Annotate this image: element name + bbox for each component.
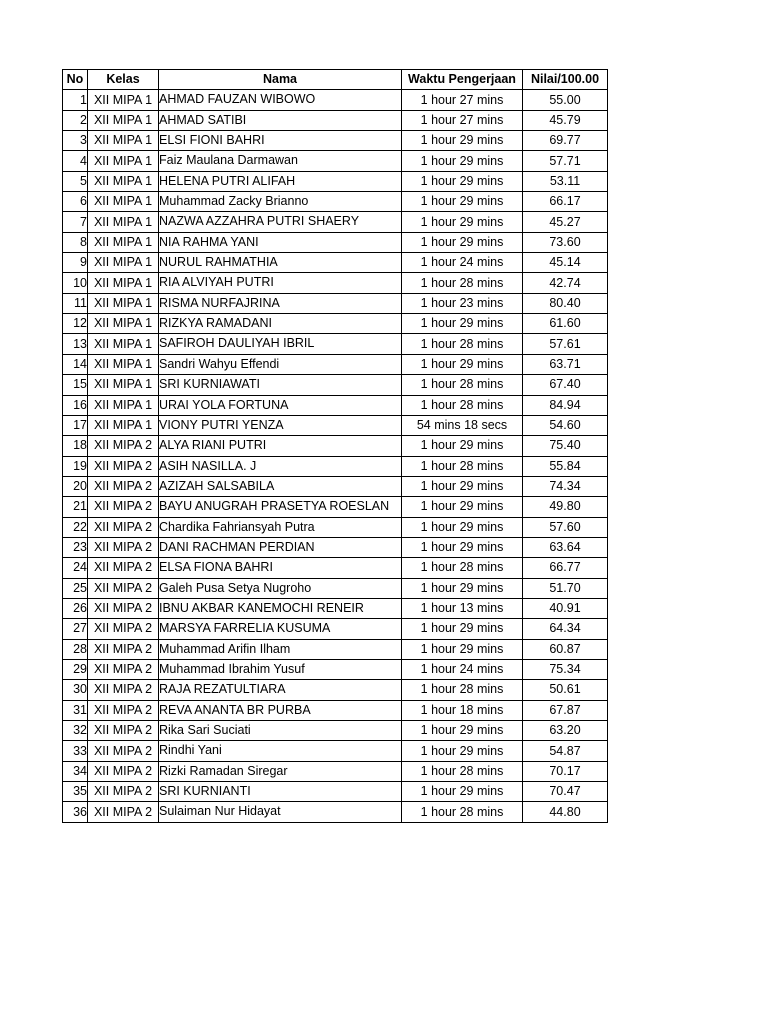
class-cell: XII MIPA 1 bbox=[88, 90, 159, 110]
class-cell: XII MIPA 1 bbox=[88, 110, 159, 130]
name-cell: DANI RACHMAN PERDIAN bbox=[159, 537, 402, 557]
duration-cell: 1 hour 29 mins bbox=[402, 192, 523, 212]
row-number: 32 bbox=[63, 721, 88, 741]
row-number: 36 bbox=[63, 802, 88, 822]
table-row bbox=[63, 436, 608, 456]
name-cell: Muhammad Zacky Brianno bbox=[159, 192, 402, 212]
table-row bbox=[63, 476, 608, 496]
table-row bbox=[63, 659, 608, 679]
row-number: 13 bbox=[63, 334, 88, 354]
table-row bbox=[63, 293, 608, 313]
header-waktu: Waktu Pengerjaan bbox=[402, 70, 523, 90]
row-number: 25 bbox=[63, 578, 88, 598]
class-cell: XII MIPA 2 bbox=[88, 619, 159, 639]
score-cell: 55.84 bbox=[523, 456, 608, 476]
table-row bbox=[63, 192, 608, 212]
row-number: 6 bbox=[63, 192, 88, 212]
class-cell: XII MIPA 1 bbox=[88, 151, 159, 171]
table-row bbox=[63, 395, 608, 415]
score-cell: 70.47 bbox=[523, 782, 608, 802]
table-row bbox=[63, 456, 608, 476]
row-number: 22 bbox=[63, 517, 88, 537]
row-number: 18 bbox=[63, 436, 88, 456]
table-body bbox=[63, 90, 608, 822]
score-cell: 45.14 bbox=[523, 253, 608, 273]
row-number: 4 bbox=[63, 151, 88, 171]
duration-cell: 1 hour 28 mins bbox=[402, 375, 523, 395]
score-cell: 80.40 bbox=[523, 293, 608, 313]
table-row bbox=[63, 517, 608, 537]
score-cell: 66.17 bbox=[523, 192, 608, 212]
duration-cell: 1 hour 29 mins bbox=[402, 151, 523, 171]
class-cell: XII MIPA 1 bbox=[88, 171, 159, 191]
class-cell: XII MIPA 1 bbox=[88, 334, 159, 354]
row-number: 10 bbox=[63, 273, 88, 293]
table-row bbox=[63, 537, 608, 557]
row-number: 2 bbox=[63, 110, 88, 130]
score-cell: 54.87 bbox=[523, 741, 608, 761]
row-number: 9 bbox=[63, 253, 88, 273]
name-cell: NIA RAHMA YANI bbox=[159, 232, 402, 252]
duration-cell: 1 hour 29 mins bbox=[402, 517, 523, 537]
duration-cell: 1 hour 29 mins bbox=[402, 578, 523, 598]
duration-cell: 1 hour 28 mins bbox=[402, 761, 523, 781]
score-cell: 45.79 bbox=[523, 110, 608, 130]
class-cell: XII MIPA 1 bbox=[88, 232, 159, 252]
table-row bbox=[63, 212, 608, 232]
row-number: 14 bbox=[63, 354, 88, 374]
name-cell: ELSI FIONI BAHRI bbox=[159, 131, 402, 151]
class-cell: XII MIPA 2 bbox=[88, 761, 159, 781]
score-cell: 51.70 bbox=[523, 578, 608, 598]
row-number: 20 bbox=[63, 476, 88, 496]
duration-cell: 1 hour 27 mins bbox=[402, 90, 523, 110]
name-cell: ELSA FIONA BAHRI bbox=[159, 558, 402, 578]
duration-cell: 1 hour 29 mins bbox=[402, 741, 523, 761]
score-cell: 57.60 bbox=[523, 517, 608, 537]
name-cell: BAYU ANUGRAH PRASETYA ROESLAN bbox=[159, 497, 402, 517]
row-number: 31 bbox=[63, 700, 88, 720]
table-row bbox=[63, 619, 608, 639]
row-number: 12 bbox=[63, 314, 88, 334]
duration-cell: 1 hour 28 mins bbox=[402, 802, 523, 822]
duration-cell: 1 hour 29 mins bbox=[402, 232, 523, 252]
score-cell: 60.87 bbox=[523, 639, 608, 659]
duration-cell: 1 hour 24 mins bbox=[402, 253, 523, 273]
duration-cell: 1 hour 29 mins bbox=[402, 476, 523, 496]
name-cell: SRI KURNIAWATI bbox=[159, 375, 402, 395]
duration-cell: 1 hour 18 mins bbox=[402, 700, 523, 720]
header-row bbox=[63, 70, 608, 90]
table-row bbox=[63, 273, 608, 293]
class-cell: XII MIPA 2 bbox=[88, 578, 159, 598]
table-row bbox=[63, 578, 608, 598]
class-cell: XII MIPA 2 bbox=[88, 517, 159, 537]
table-row bbox=[63, 253, 608, 273]
name-cell: Sandri Wahyu Effendi bbox=[159, 354, 402, 374]
score-cell: 64.34 bbox=[523, 619, 608, 639]
score-cell: 73.60 bbox=[523, 232, 608, 252]
class-cell: XII MIPA 2 bbox=[88, 436, 159, 456]
table-row bbox=[63, 598, 608, 618]
table-row bbox=[63, 639, 608, 659]
table-row bbox=[63, 334, 608, 354]
row-number: 16 bbox=[63, 395, 88, 415]
row-number: 5 bbox=[63, 171, 88, 191]
table-row bbox=[63, 314, 608, 334]
score-cell: 42.74 bbox=[523, 273, 608, 293]
row-number: 17 bbox=[63, 415, 88, 435]
row-number: 29 bbox=[63, 659, 88, 679]
table-row bbox=[63, 131, 608, 151]
score-cell: 61.60 bbox=[523, 314, 608, 334]
score-cell: 66.77 bbox=[523, 558, 608, 578]
score-cell: 63.20 bbox=[523, 721, 608, 741]
duration-cell: 1 hour 29 mins bbox=[402, 354, 523, 374]
class-cell: XII MIPA 1 bbox=[88, 415, 159, 435]
header-no: No bbox=[63, 70, 88, 90]
class-cell: XII MIPA 1 bbox=[88, 192, 159, 212]
duration-cell: 1 hour 28 mins bbox=[402, 456, 523, 476]
name-cell: AZIZAH SALSABILA bbox=[159, 476, 402, 496]
name-cell: VIONY PUTRI YENZA bbox=[159, 415, 402, 435]
row-number: 11 bbox=[63, 293, 88, 313]
table-row bbox=[63, 151, 608, 171]
row-number: 21 bbox=[63, 497, 88, 517]
score-cell: 57.71 bbox=[523, 151, 608, 171]
class-cell: XII MIPA 2 bbox=[88, 659, 159, 679]
table-row bbox=[63, 680, 608, 700]
score-cell: 69.77 bbox=[523, 131, 608, 151]
name-cell: Muhammad Ibrahim Yusuf bbox=[159, 659, 402, 679]
duration-cell: 1 hour 28 mins bbox=[402, 558, 523, 578]
score-table bbox=[62, 69, 608, 823]
score-cell: 50.61 bbox=[523, 680, 608, 700]
class-cell: XII MIPA 2 bbox=[88, 537, 159, 557]
score-cell: 49.80 bbox=[523, 497, 608, 517]
table-row bbox=[63, 171, 608, 191]
table-row bbox=[63, 415, 608, 435]
row-number: 26 bbox=[63, 598, 88, 618]
class-cell: XII MIPA 2 bbox=[88, 700, 159, 720]
header-nama: Nama bbox=[159, 70, 402, 90]
name-cell: Sulaiman Nur Hidayat bbox=[159, 802, 402, 822]
duration-cell: 54 mins 18 secs bbox=[402, 415, 523, 435]
name-cell: AHMAD FAUZAN WIBOWO bbox=[159, 90, 402, 110]
class-cell: XII MIPA 1 bbox=[88, 293, 159, 313]
table-row bbox=[63, 90, 608, 110]
name-cell: IBNU AKBAR KANEMOCHI RENEIR bbox=[159, 598, 402, 618]
duration-cell: 1 hour 24 mins bbox=[402, 659, 523, 679]
class-cell: XII MIPA 2 bbox=[88, 639, 159, 659]
duration-cell: 1 hour 13 mins bbox=[402, 598, 523, 618]
row-number: 24 bbox=[63, 558, 88, 578]
row-number: 23 bbox=[63, 537, 88, 557]
row-number: 3 bbox=[63, 131, 88, 151]
duration-cell: 1 hour 23 mins bbox=[402, 293, 523, 313]
name-cell: Rika Sari Suciati bbox=[159, 721, 402, 741]
name-cell: RISMA NURFAJRINA bbox=[159, 293, 402, 313]
row-number: 35 bbox=[63, 782, 88, 802]
table-row bbox=[63, 110, 608, 130]
score-cell: 74.34 bbox=[523, 476, 608, 496]
name-cell: Rizki Ramadan Siregar bbox=[159, 761, 402, 781]
table-row bbox=[63, 375, 608, 395]
name-cell: Chardika Fahriansyah Putra bbox=[159, 517, 402, 537]
score-cell: 63.64 bbox=[523, 537, 608, 557]
class-cell: XII MIPA 2 bbox=[88, 497, 159, 517]
score-cell: 45.27 bbox=[523, 212, 608, 232]
duration-cell: 1 hour 29 mins bbox=[402, 639, 523, 659]
duration-cell: 1 hour 29 mins bbox=[402, 782, 523, 802]
table-row bbox=[63, 802, 608, 822]
table-row bbox=[63, 497, 608, 517]
class-cell: XII MIPA 2 bbox=[88, 802, 159, 822]
class-cell: XII MIPA 2 bbox=[88, 782, 159, 802]
header-nilai: Nilai/100.00 bbox=[523, 70, 608, 90]
row-number: 19 bbox=[63, 456, 88, 476]
name-cell: Muhammad Arifin Ilham bbox=[159, 639, 402, 659]
score-cell: 84.94 bbox=[523, 395, 608, 415]
duration-cell: 1 hour 28 mins bbox=[402, 680, 523, 700]
score-cell: 75.34 bbox=[523, 659, 608, 679]
duration-cell: 1 hour 29 mins bbox=[402, 314, 523, 334]
class-cell: XII MIPA 1 bbox=[88, 375, 159, 395]
class-cell: XII MIPA 2 bbox=[88, 456, 159, 476]
score-cell: 53.11 bbox=[523, 171, 608, 191]
score-cell: 54.60 bbox=[523, 415, 608, 435]
table-row bbox=[63, 782, 608, 802]
class-cell: XII MIPA 1 bbox=[88, 395, 159, 415]
name-cell: NAZWA AZZAHRA PUTRI SHAERY bbox=[159, 212, 402, 232]
duration-cell: 1 hour 29 mins bbox=[402, 212, 523, 232]
name-cell: Galeh Pusa Setya Nugroho bbox=[159, 578, 402, 598]
class-cell: XII MIPA 1 bbox=[88, 273, 159, 293]
score-cell: 67.40 bbox=[523, 375, 608, 395]
score-cell: 67.87 bbox=[523, 700, 608, 720]
class-cell: XII MIPA 1 bbox=[88, 212, 159, 232]
name-cell: ALYA RIANI PUTRI bbox=[159, 436, 402, 456]
table-row bbox=[63, 232, 608, 252]
score-cell: 55.00 bbox=[523, 90, 608, 110]
duration-cell: 1 hour 27 mins bbox=[402, 110, 523, 130]
duration-cell: 1 hour 29 mins bbox=[402, 436, 523, 456]
class-cell: XII MIPA 2 bbox=[88, 721, 159, 741]
row-number: 33 bbox=[63, 741, 88, 761]
class-cell: XII MIPA 2 bbox=[88, 476, 159, 496]
table-row bbox=[63, 558, 608, 578]
score-cell: 63.71 bbox=[523, 354, 608, 374]
name-cell: AHMAD SATIBI bbox=[159, 110, 402, 130]
class-cell: XII MIPA 1 bbox=[88, 253, 159, 273]
name-cell: Rindhi Yani bbox=[159, 741, 402, 761]
class-cell: XII MIPA 2 bbox=[88, 680, 159, 700]
name-cell: SAFIROH DAULIYAH IBRIL bbox=[159, 334, 402, 354]
score-cell: 57.61 bbox=[523, 334, 608, 354]
duration-cell: 1 hour 29 mins bbox=[402, 131, 523, 151]
table-row bbox=[63, 761, 608, 781]
row-number: 7 bbox=[63, 212, 88, 232]
row-number: 8 bbox=[63, 232, 88, 252]
row-number: 27 bbox=[63, 619, 88, 639]
class-cell: XII MIPA 2 bbox=[88, 741, 159, 761]
name-cell: RAJA REZATULTIARA bbox=[159, 680, 402, 700]
table-row bbox=[63, 741, 608, 761]
table-row bbox=[63, 700, 608, 720]
name-cell: ASIH NASILLA. J bbox=[159, 456, 402, 476]
table-row bbox=[63, 721, 608, 741]
class-cell: XII MIPA 2 bbox=[88, 558, 159, 578]
class-cell: XII MIPA 1 bbox=[88, 354, 159, 374]
name-cell: NURUL RAHMATHIA bbox=[159, 253, 402, 273]
name-cell: HELENA PUTRI ALIFAH bbox=[159, 171, 402, 191]
class-cell: XII MIPA 1 bbox=[88, 131, 159, 151]
duration-cell: 1 hour 29 mins bbox=[402, 721, 523, 741]
name-cell: RIZKYA RAMADANI bbox=[159, 314, 402, 334]
class-cell: XII MIPA 1 bbox=[88, 314, 159, 334]
duration-cell: 1 hour 29 mins bbox=[402, 537, 523, 557]
duration-cell: 1 hour 28 mins bbox=[402, 395, 523, 415]
name-cell: Faiz Maulana Darmawan bbox=[159, 151, 402, 171]
row-number: 15 bbox=[63, 375, 88, 395]
duration-cell: 1 hour 28 mins bbox=[402, 273, 523, 293]
table-row bbox=[63, 354, 608, 374]
score-cell: 75.40 bbox=[523, 436, 608, 456]
name-cell: MARSYA FARRELIA KUSUMA bbox=[159, 619, 402, 639]
score-cell: 44.80 bbox=[523, 802, 608, 822]
name-cell: REVA ANANTA BR PURBA bbox=[159, 700, 402, 720]
class-cell: XII MIPA 2 bbox=[88, 598, 159, 618]
duration-cell: 1 hour 29 mins bbox=[402, 619, 523, 639]
duration-cell: 1 hour 29 mins bbox=[402, 171, 523, 191]
score-cell: 70.17 bbox=[523, 761, 608, 781]
row-number: 28 bbox=[63, 639, 88, 659]
score-cell: 40.91 bbox=[523, 598, 608, 618]
row-number: 34 bbox=[63, 761, 88, 781]
name-cell: SRI KURNIANTI bbox=[159, 782, 402, 802]
row-number: 1 bbox=[63, 90, 88, 110]
name-cell: RIA ALVIYAH PUTRI bbox=[159, 273, 402, 293]
duration-cell: 1 hour 29 mins bbox=[402, 497, 523, 517]
duration-cell: 1 hour 28 mins bbox=[402, 334, 523, 354]
header-kelas: Kelas bbox=[88, 70, 159, 90]
row-number: 30 bbox=[63, 680, 88, 700]
name-cell: URAI YOLA FORTUNA bbox=[159, 395, 402, 415]
